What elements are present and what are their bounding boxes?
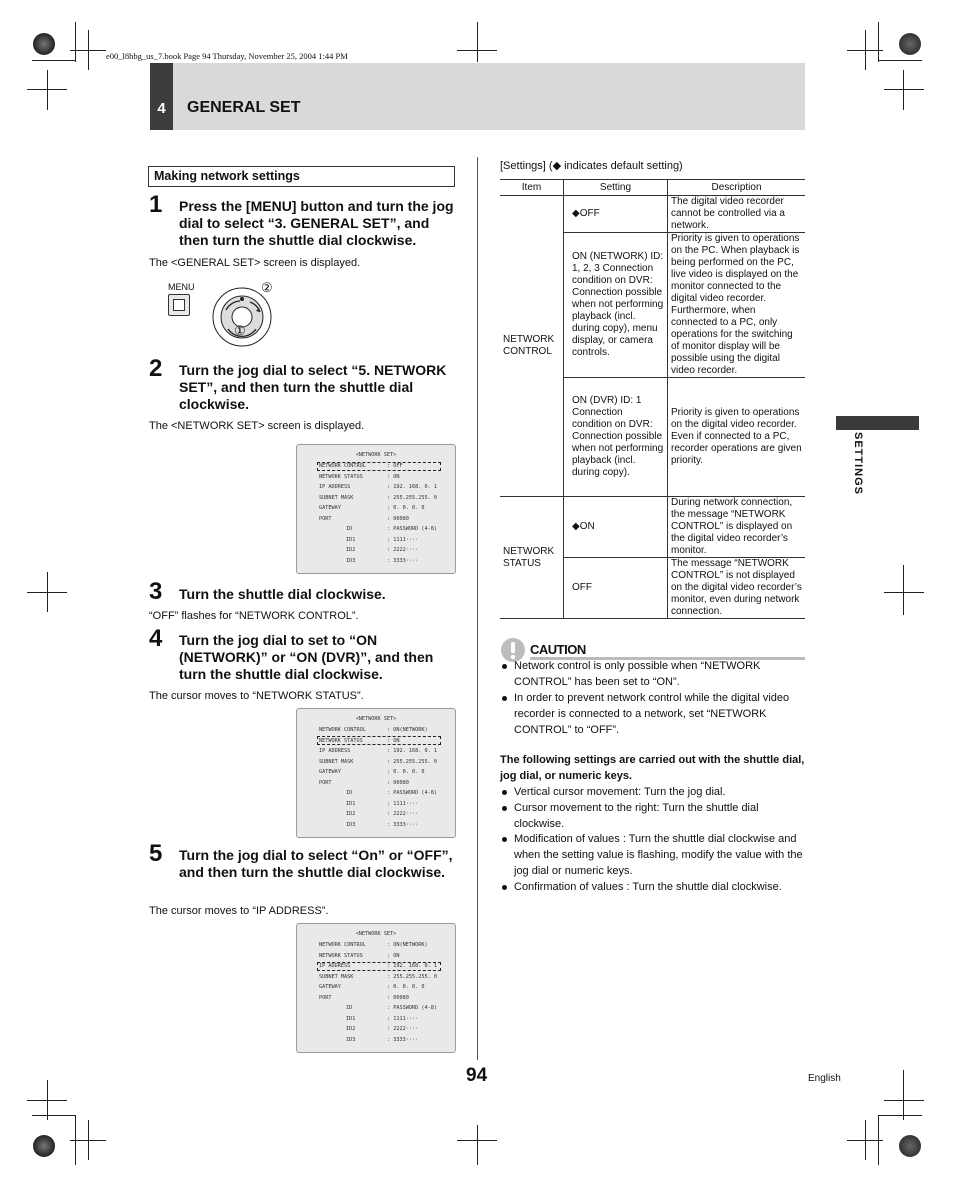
caution-bullet: Network control is only possible when “NETWORK CONTROL” has been set to “ON”. bbox=[514, 660, 761, 688]
osd-title: <NETWORK SET> bbox=[355, 716, 397, 722]
caution-title: CAUTION bbox=[530, 642, 586, 657]
language-label: English bbox=[808, 1073, 841, 1084]
menu-button-face bbox=[173, 299, 185, 311]
bullet-icon bbox=[502, 837, 507, 842]
osd-row: GATEWAY : 0. 0. 0. 0 bbox=[319, 505, 425, 511]
bullet-icon bbox=[502, 696, 507, 701]
operations-bullet: Vertical cursor movement: Turn the jog dial. bbox=[514, 786, 726, 798]
osd-row: PORT : 00080 bbox=[319, 995, 409, 1001]
osd-row: SUBNET MASK : 255.255.255. 0 bbox=[319, 974, 437, 980]
osd-row: ID3 : 3333···· bbox=[346, 1037, 419, 1043]
osd-row: NETWORK CONTROL : ON(NETWORK) bbox=[319, 727, 428, 733]
osd-row: NETWORK CONTROL : ON(NETWORK) bbox=[319, 942, 428, 948]
step-1-note: The <GENERAL SET> screen is displayed. bbox=[149, 257, 361, 269]
osd-screen-network-set bbox=[296, 923, 456, 1053]
osd-title: <NETWORK SET> bbox=[355, 452, 397, 458]
osd-row: ID2 : 2222···· bbox=[346, 547, 419, 553]
osd-row: ID2 : 2222···· bbox=[346, 811, 419, 817]
osd-row: GATEWAY : 0. 0. 0. 0 bbox=[319, 984, 425, 990]
osd-row: ID1 : 1111···· bbox=[346, 1016, 419, 1022]
column-header-item: Item bbox=[500, 180, 564, 196]
table-caption: [Settings] (◆ indicates default setting) bbox=[500, 160, 683, 172]
osd-row: IP ADDRESS : 192. 168. 0. 1 bbox=[319, 963, 437, 969]
dial-mark-two: ② bbox=[261, 280, 273, 295]
table-row bbox=[500, 497, 805, 558]
step-3-number: 3 bbox=[149, 578, 163, 605]
osd-row: NETWORK STATUS : ON bbox=[319, 474, 400, 480]
table-cell-setting: ◆ON bbox=[564, 497, 668, 558]
section-title: Making network settings bbox=[148, 166, 455, 187]
file-stamp: e00_l8hbg_us_7.book Page 94 Thursday, November 25, 2004 1:44 PM bbox=[106, 51, 348, 61]
column-header-description: Description bbox=[668, 180, 806, 196]
step-3-note: “OFF” flashes for “NETWORK CONTROL”. bbox=[149, 610, 359, 622]
step-5-text: Turn the jog dial to select “On” or “OFF”, and then turn the shuttle dial clockwise. bbox=[179, 847, 453, 880]
step-4-note: The cursor moves to “NETWORK STATUS”. bbox=[149, 690, 364, 702]
step-1-text: Press the [MENU] button and turn the jog dial to select “3. GENERAL SET”, and then turn the shuttle dial clockwise. bbox=[179, 198, 454, 248]
step-1-number: 1 bbox=[149, 191, 163, 218]
osd-row: NETWORK STATUS : ON bbox=[319, 738, 400, 744]
table-cell-item: NETWORK STATUS bbox=[500, 497, 564, 619]
osd-title: <NETWORK SET> bbox=[355, 931, 397, 937]
bullet-icon bbox=[502, 664, 507, 669]
side-tab bbox=[836, 416, 919, 430]
osd-row: NETWORK CONTROL : OFF bbox=[319, 463, 403, 469]
osd-screen-network-set bbox=[296, 708, 456, 838]
table-cell-description: Priority is given to operations on the PC. When playback is being performed on the PC, live video is displayed on the monitor connected to the digital video recorder. Furthermore, when connected to a PC, only operations for the switching of monitor display will be possible using the digital video recorder. bbox=[668, 233, 806, 378]
table-row bbox=[500, 196, 805, 233]
column-header-setting: Setting bbox=[564, 180, 668, 196]
table-cell-setting: ◆OFF bbox=[564, 196, 668, 233]
osd-row: IP ADDRESS : 192. 168. 0. 1 bbox=[319, 748, 437, 754]
osd-row: ID : PASSWORD (4-8) bbox=[346, 526, 437, 532]
operations-bullet: Modification of values : Turn the shuttle dial clockwise and when the setting value is flashing, modify the value with the jog dial or numeric keys. bbox=[514, 833, 803, 877]
step-3-text: Turn the shuttle dial clockwise. bbox=[179, 586, 386, 602]
bullet-icon bbox=[502, 885, 507, 890]
operations-bullet: Confirmation of values : Turn the shuttle dial clockwise. bbox=[514, 881, 782, 893]
page-number: 94 bbox=[466, 1065, 488, 1086]
bullet-icon bbox=[502, 790, 507, 795]
osd-row: ID : PASSWORD (4-8) bbox=[346, 1005, 437, 1011]
caution-bullet: In order to prevent network control while the digital video recorder is connected to a network, set “NETWORK CONTROL” to “OFF”. bbox=[514, 692, 790, 736]
header-band bbox=[150, 63, 805, 130]
settings-table bbox=[500, 179, 805, 619]
operations-bullet: Cursor movement to the right: Turn the shuttle dial clockwise. bbox=[514, 802, 759, 830]
table-cell-description: Priority is given to operations on the digital video recorder. Even if connected to a PC, recorder operations are given priority. bbox=[668, 378, 806, 497]
step-4-text: Turn the jog dial to set to “ON (NETWORK)” or “ON (DVR)”, and then turn the shuttle dial clockwise. bbox=[179, 632, 434, 682]
osd-row: PORT : 00080 bbox=[319, 780, 409, 786]
side-tab-label: SETTINGS bbox=[852, 432, 864, 496]
table-cell-description: During network connection, the message “NETWORK CONTROL” is displayed on the digital video recorder’s monitor. bbox=[668, 497, 806, 558]
chapter-number: 4 bbox=[150, 63, 173, 130]
table-cell-setting: OFF bbox=[564, 558, 668, 619]
osd-row: NETWORK STATUS : ON bbox=[319, 953, 400, 959]
osd-row: SUBNET MASK : 255.255.255. 0 bbox=[319, 759, 437, 765]
osd-row: ID1 : 1111···· bbox=[346, 537, 419, 543]
osd-screen-network-set bbox=[296, 444, 456, 574]
menu-label: MENU bbox=[168, 282, 195, 292]
dial-mark-one: ① bbox=[234, 323, 246, 338]
step-2-text: Turn the jog dial to select “5. NETWORK SET”, and then turn the shuttle dial clockwise. bbox=[179, 362, 447, 412]
step-4-number: 4 bbox=[149, 625, 163, 652]
osd-row: ID3 : 3333···· bbox=[346, 822, 419, 828]
table-cell-setting: ON (NETWORK) ID: 1, 2, 3 Connection condition on DVR: Connection possible when not performing playback (incl. during copy), menu display, or camera controls. bbox=[564, 233, 668, 378]
step-5-note: The cursor moves to “IP ADDRESS”. bbox=[149, 905, 329, 917]
osd-row: PORT : 00080 bbox=[319, 516, 409, 522]
osd-row: SUBNET MASK : 255.255.255. 0 bbox=[319, 495, 437, 501]
osd-row: ID1 : 1111···· bbox=[346, 801, 419, 807]
osd-row: GATEWAY : 0. 0. 0. 0 bbox=[319, 769, 425, 775]
table-cell-item: NETWORK CONTROL bbox=[500, 196, 564, 497]
operations-heading: The following settings are carried out with the shuttle dial, jog dial, or numeric keys. bbox=[500, 754, 805, 782]
step-5-number: 5 bbox=[149, 840, 163, 867]
osd-row: ID3 : 3333···· bbox=[346, 558, 419, 564]
osd-row: IP ADDRESS : 192. 168. 0. 1 bbox=[319, 484, 437, 490]
table-cell-description: The digital video recorder cannot be controlled via a network. bbox=[668, 196, 806, 233]
chapter-title: GENERAL SET bbox=[187, 99, 301, 116]
osd-row: ID : PASSWORD (4-8) bbox=[346, 790, 437, 796]
table-cell-description: The message “NETWORK CONTROL” is not displayed on the digital video recorder’s monitor, even during network connection. bbox=[668, 558, 806, 619]
step-2-number: 2 bbox=[149, 355, 163, 382]
step-2-note: The <NETWORK SET> screen is displayed. bbox=[149, 420, 365, 432]
table-cell-setting: ON (DVR) ID: 1 Connection condition on DVR: Connection possible when not performing playback (incl. during copy). bbox=[564, 378, 668, 497]
osd-row: ID2 : 2222···· bbox=[346, 1026, 419, 1032]
bullet-icon bbox=[502, 806, 507, 811]
column-divider bbox=[477, 157, 478, 1060]
